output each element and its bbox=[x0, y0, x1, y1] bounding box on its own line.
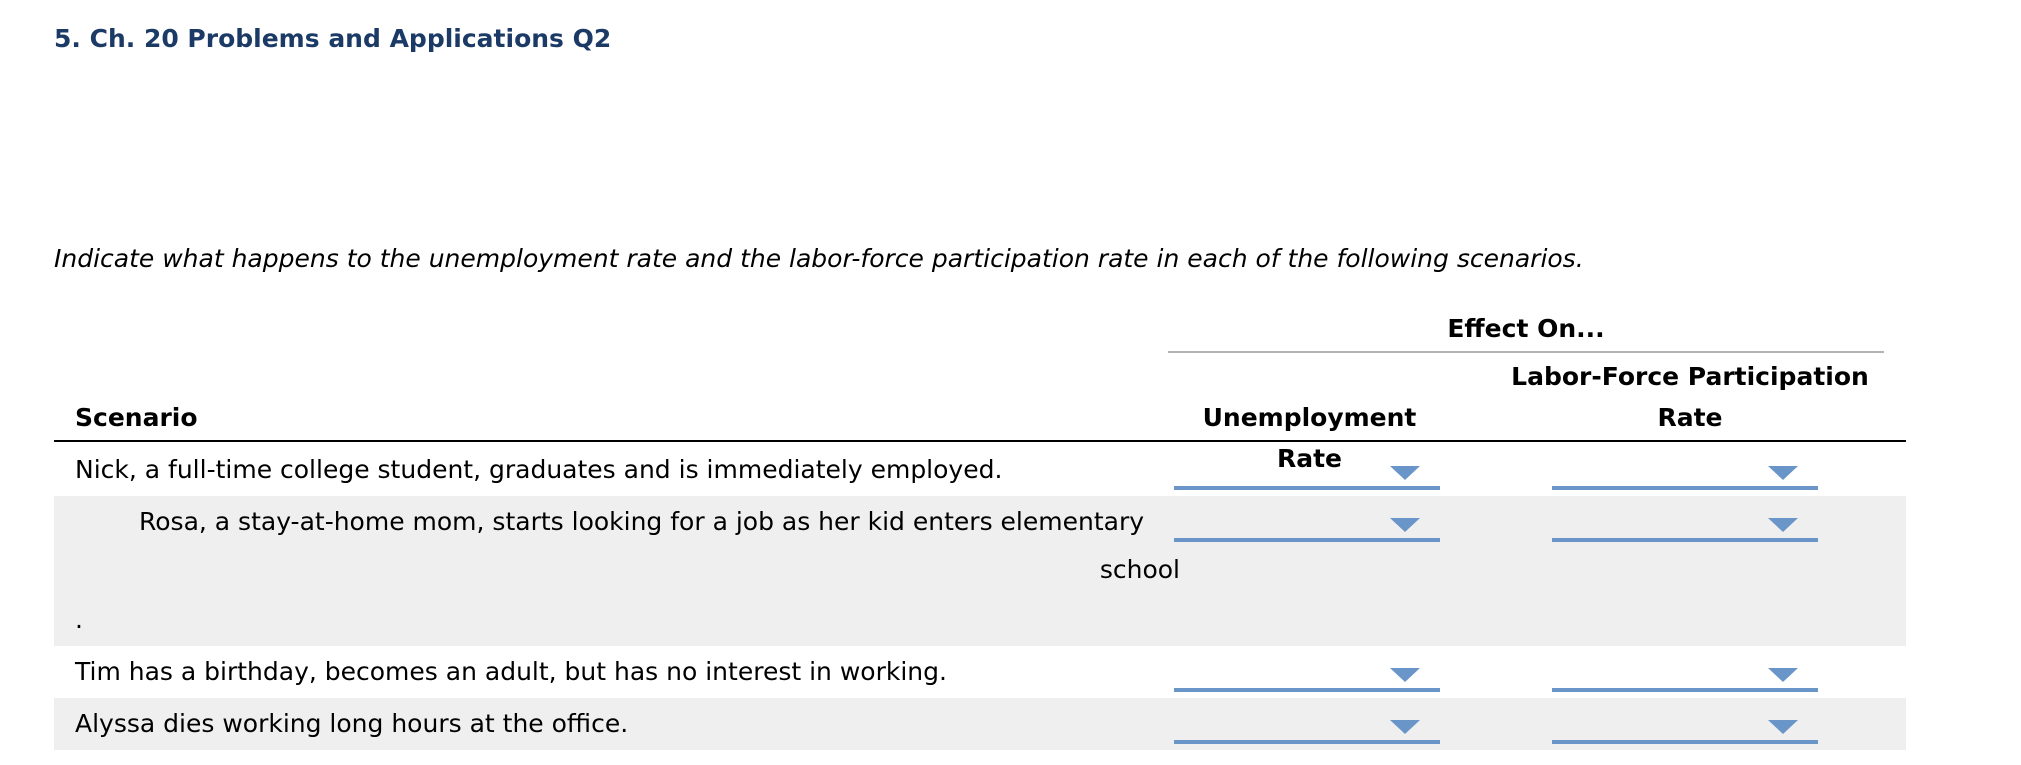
scenario-text-continued: school bbox=[1099, 555, 1180, 584]
unemployment-rate-column-header: Unemployment Rate bbox=[1202, 403, 1417, 473]
scenario-text-period: . bbox=[75, 605, 83, 634]
table-row bbox=[54, 698, 1906, 750]
chevron-down-icon bbox=[1390, 668, 1420, 682]
chevron-down-icon bbox=[1768, 668, 1798, 682]
labor-force-participation-dropdown[interactable] bbox=[1552, 452, 1818, 490]
effect-header-divider bbox=[1168, 351, 1884, 353]
unemployment-rate-dropdown[interactable] bbox=[1174, 706, 1440, 744]
scenario-column-header: Scenario bbox=[75, 403, 198, 432]
scenario-text: Rosa, a stay-at-home mom, starts looking for a job as her kid enters elementary bbox=[139, 507, 1145, 536]
chevron-down-icon bbox=[1390, 720, 1420, 734]
table-row bbox=[54, 646, 1906, 698]
labor-force-participation-column-header: Labor-Force Participation Rate bbox=[1511, 362, 1869, 432]
chevron-down-icon bbox=[1390, 518, 1420, 532]
chevron-down-icon bbox=[1768, 466, 1798, 480]
labor-force-participation-dropdown[interactable] bbox=[1552, 654, 1818, 692]
chevron-down-icon bbox=[1390, 466, 1420, 480]
table-row bbox=[54, 444, 1906, 496]
scenario-text: Alyssa dies working long hours at the office. bbox=[75, 709, 629, 738]
unemployment-rate-dropdown[interactable] bbox=[1174, 452, 1440, 490]
question-title: 5. Ch. 20 Problems and Applications Q2 bbox=[54, 24, 612, 53]
scenario-text: Nick, a full-time college student, graduates and is immediately employed. bbox=[75, 455, 1003, 484]
unemployment-rate-dropdown[interactable] bbox=[1174, 504, 1440, 542]
table-row bbox=[54, 496, 1906, 646]
scenario-text: Tim has a birthday, becomes an adult, but has no interest in working. bbox=[75, 657, 947, 686]
unemployment-rate-dropdown[interactable] bbox=[1174, 654, 1440, 692]
effect-on-header: Effect On... bbox=[1447, 314, 1605, 343]
labor-force-participation-dropdown[interactable] bbox=[1552, 504, 1818, 542]
labor-force-participation-dropdown[interactable] bbox=[1552, 706, 1818, 744]
header-divider bbox=[54, 440, 1906, 442]
chevron-down-icon bbox=[1768, 518, 1798, 532]
chevron-down-icon bbox=[1768, 720, 1798, 734]
instructions-text: Indicate what happens to the unemployment rate and the labor-force participation rate in each of the following scenarios. bbox=[54, 244, 1584, 273]
